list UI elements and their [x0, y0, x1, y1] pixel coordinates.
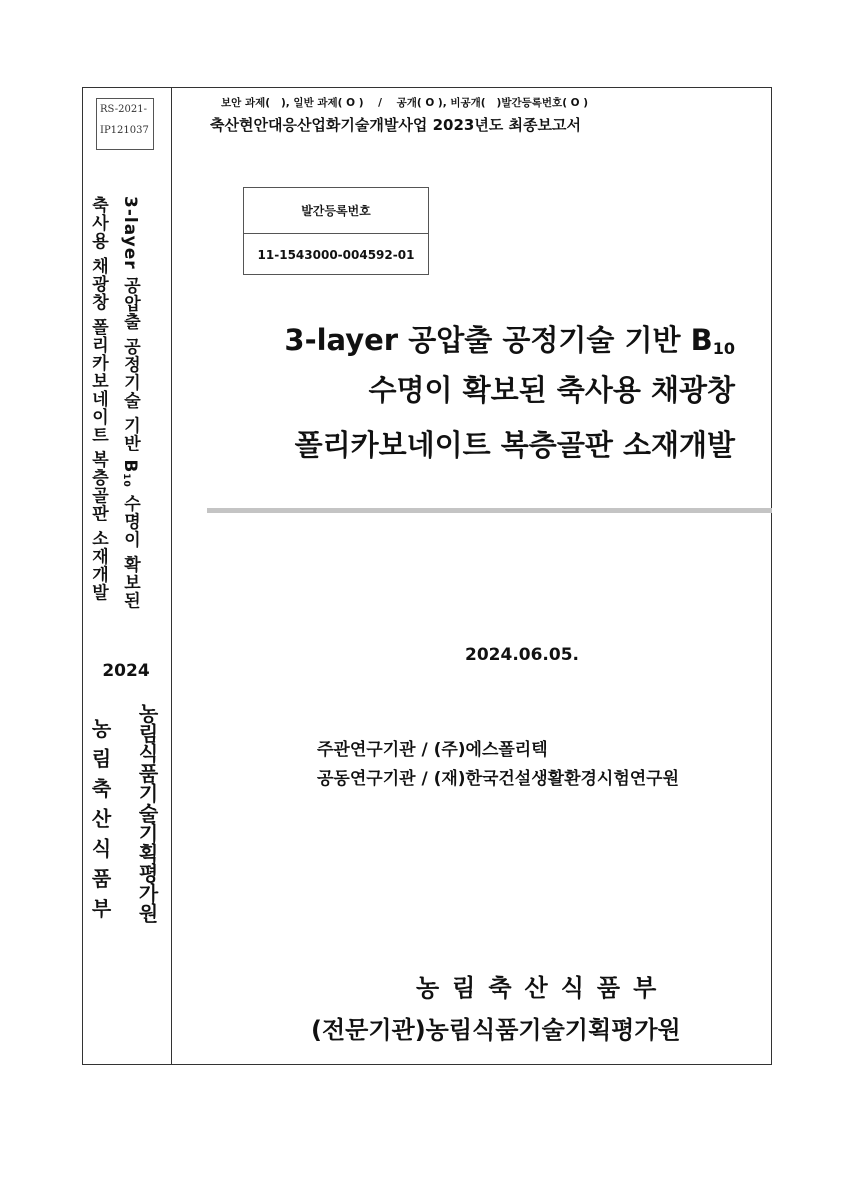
spine-title-line1-sub: 10 — [121, 473, 131, 488]
report-code-line2: IP121037 — [100, 125, 149, 136]
main-title-line2: 수명이 확보된 축사용 채광창 — [368, 373, 735, 407]
spine-title-line2: 축사용 채광창 폴리카보네이트 복층골판 소재개발 — [88, 196, 108, 602]
main-title-line3: 폴리카보네이트 복층골판 소재개발 — [294, 428, 735, 462]
spine-title-line1-pre: 3-layer 공압출 공정기술 기반 B — [120, 196, 140, 474]
footer-institute: (전문기관)농림식품기술기획평가원 — [311, 1016, 681, 1044]
footer-ministry: 농림축산식품부 — [416, 974, 670, 1002]
report-code-line1: RS-2021- — [100, 104, 147, 115]
main-title-line1-sub: 10 — [712, 339, 735, 358]
main-title-line1-pre: 3-layer 공압출 공정기술 기반 B — [284, 323, 713, 357]
registration-number: 11-1543000-004592-01 — [257, 248, 415, 262]
report-code-box — [96, 98, 154, 150]
registration-label: 발간등록번호 — [244, 188, 428, 234]
spine-year: 2024 — [102, 661, 150, 681]
spine-title-line1-post: 수명이 확보된 — [120, 487, 140, 610]
security-classification: 보안 과제( ), 일반 과제( O ) / 공개( O ), 비공개( )발간등록번호( O ) — [221, 97, 589, 109]
spine-ministry: 농림축산식품부 — [88, 718, 112, 928]
report-date: 2024.06.05. — [465, 645, 580, 665]
spine-divider — [171, 87, 172, 1065]
lead-institution: 주관연구기관 / (주)에스폴리텍 — [317, 740, 548, 760]
title-divider — [207, 508, 772, 513]
spine-title-line1 — [118, 196, 143, 610]
spine-institute: 농림식품기술기획평가원 — [135, 703, 159, 923]
joint-institution: 공동연구기관 / (재)한국건설생활환경시험연구원 — [317, 769, 680, 789]
registration-box — [243, 187, 429, 275]
report-header-title: 축산현안대응산업화기술개발사업 2023년도 최종보고서 — [210, 116, 581, 134]
main-title-line1 — [200, 318, 735, 359]
